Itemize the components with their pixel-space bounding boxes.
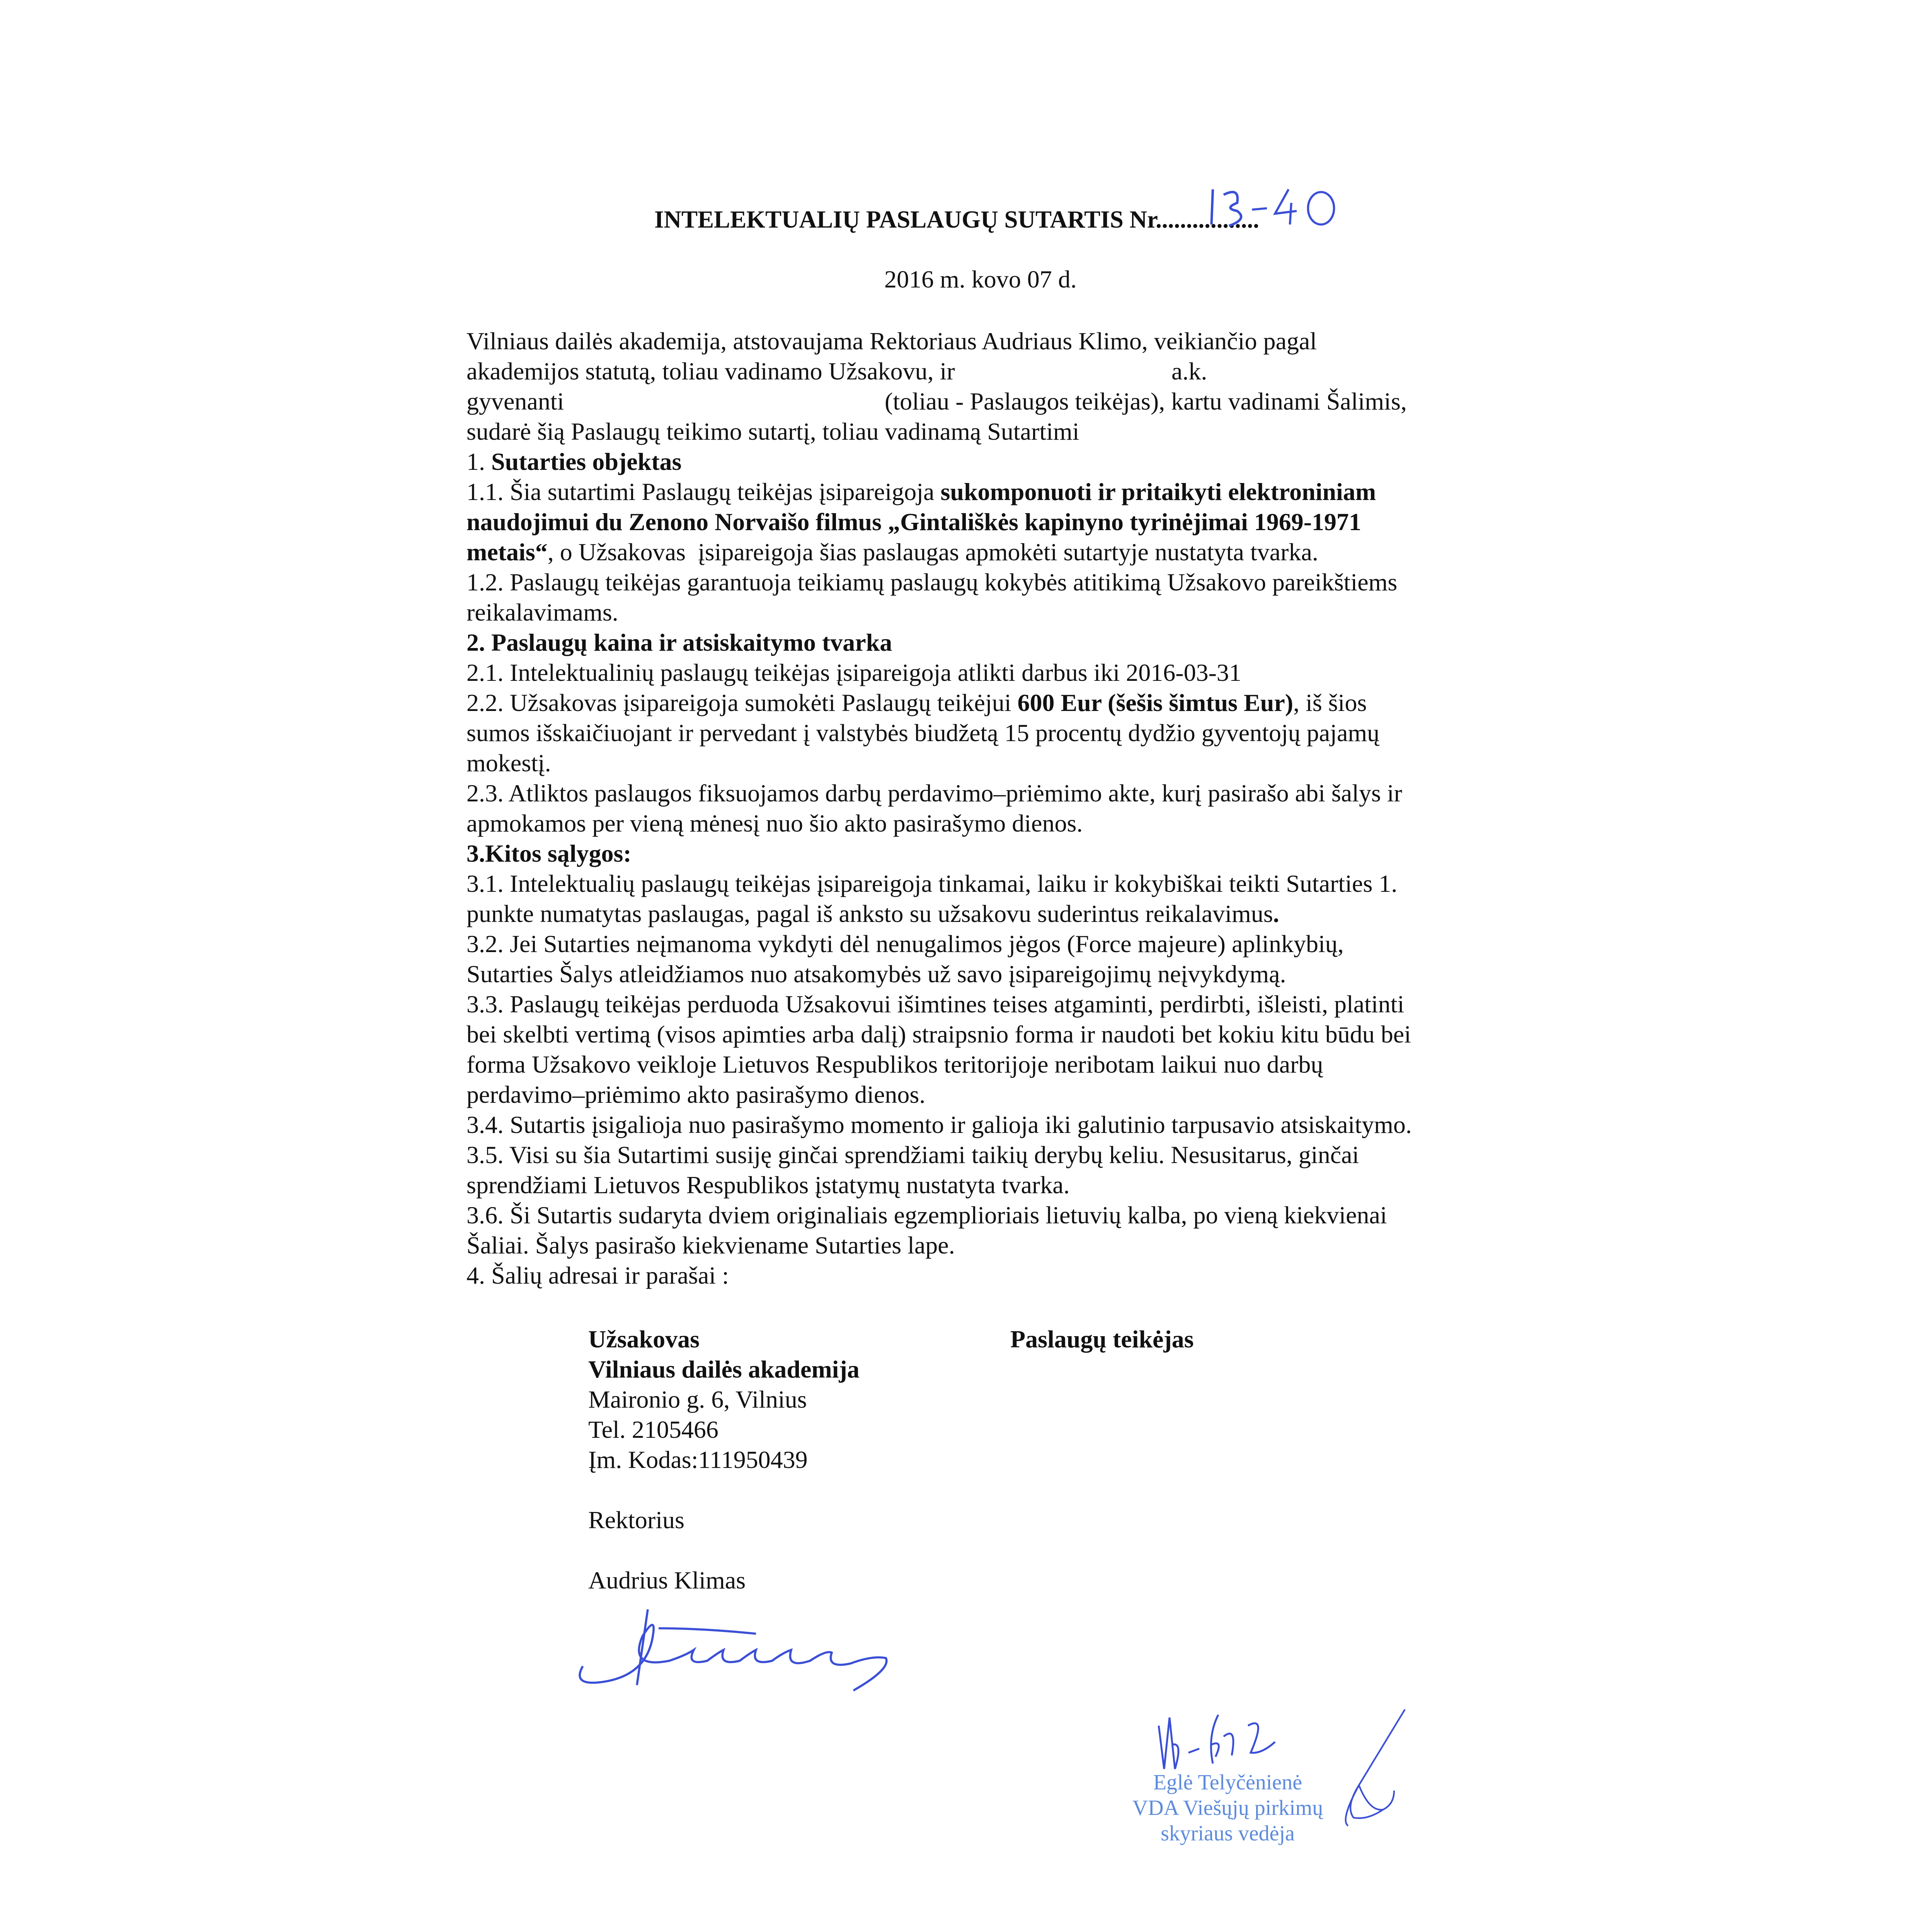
- clause-line: [466, 688, 1412, 718]
- contract-body: [466, 326, 1412, 1291]
- text-segment: sumos išskaičiuojant ir pervedant į valstybės biudžetą 15 procentų dydžio gyventojų pajamų: [466, 719, 1380, 747]
- clause-line: [466, 748, 1412, 778]
- intro-text: (toliau - Paslaugos teikėjas), kartu vadinami Šalimis,: [885, 388, 1407, 415]
- clause-line: [466, 628, 1412, 658]
- text-segment: apmokamos per vieną mėnesį nuo šio akto pasirašymo dienos.: [466, 810, 1083, 837]
- clause-line: [466, 1260, 1412, 1291]
- handwritten-registration-number: [1153, 1709, 1316, 1772]
- text-segment: forma Užsakovo veikloje Lietuvos Respublikos teritorijoje neribotam laikui nuo darbų: [466, 1051, 1323, 1078]
- text-segment: 3.2. Jei Sutarties neįmanoma vykdyti dėl nenugalimos jėgos (Force majeure) aplinkybių,: [466, 930, 1344, 957]
- bold-text-segment: metais“: [466, 538, 548, 566]
- intro-text: akademijos statutą, toliau vadinamo Užsakovu, ir: [466, 357, 955, 385]
- clause-line: [466, 1049, 1412, 1080]
- text-segment: 1.: [466, 448, 491, 475]
- text-segment: 4. Šalių adresai ir parašai :: [466, 1262, 729, 1289]
- clause-line: [466, 477, 1412, 507]
- text-segment: 1.1. Šia sutartimi Paslaugų teikėjas įsipareigoja: [466, 478, 941, 505]
- clause-line: [466, 597, 1412, 628]
- bold-text-segment: 3.Kitos sąlygos:: [466, 840, 632, 867]
- stamp-position: skyriaus vedėja: [1161, 1821, 1295, 1845]
- intro-line: Vilniaus dailės akademija, atstovaujama Rektoriaus Audriaus Klimo, veikiančio pagal: [466, 327, 1317, 355]
- clause-line: [466, 567, 1412, 597]
- text-segment: 3.5. Visi su šia Sutartimi susiję ginčai sprendžiami taikių derybų keliu. Nesusitarus, ginčai: [466, 1141, 1359, 1168]
- clause-line: [466, 507, 1412, 537]
- text-segment: 2.3. Atliktos paslaugos fiksuojamos darbų perdavimo–priėmimo akte, kurį pasirašo abi šalys ir: [466, 779, 1402, 807]
- clause-line: [466, 1019, 1412, 1049]
- clause-line: [466, 1230, 1412, 1260]
- client-address: Maironio g. 6, Vilnius: [588, 1386, 807, 1413]
- text-segment: 3.3. Paslaugų teikėjas perduoda Užsakovui išimtines teises atgaminti, perdirbti, išleisti, platinti: [466, 990, 1405, 1018]
- bold-text-segment: sukomponuoti ir pritaikyti elektroniniam: [940, 478, 1376, 505]
- clause-line: [466, 1170, 1412, 1200]
- bold-text-segment: 2. Paslaugų kaina ir atsiskaitymo tvarka: [466, 629, 892, 656]
- text-segment: 3.6. Ši Sutartis sudaryta dviem originaliais egzemplioriais lietuvių kalba, po vieną kiekvienai: [466, 1201, 1387, 1229]
- clause-line: [466, 808, 1412, 838]
- client-code: Įm. Kodas:111950439: [588, 1446, 808, 1473]
- bold-text-segment: .: [1273, 900, 1279, 927]
- provider-heading: Paslaugų teikėjas: [1010, 1325, 1194, 1353]
- text-segment: Sutarties Šalys atleidžiamos nuo atsakomybės už savo įsipareigojimų neįvykdymą.: [466, 960, 1286, 988]
- client-signer-position: Rektorius: [588, 1506, 684, 1534]
- stamp-name: Eglė Telyčėnienė: [1153, 1770, 1302, 1794]
- bold-text-segment: Sutarties objektas: [491, 448, 682, 475]
- text-segment: bei skelbti vertimą (visos apimties arba dalį) straipsnio forma ir naudoti bet kokiu kitu būdu bei: [466, 1020, 1411, 1048]
- text-segment: punkte numatytas paslaugas, pagal iš anksto su užsakovu suderintus reikalavimus: [466, 900, 1273, 927]
- handwritten-contract-number: [1207, 179, 1348, 233]
- clause-line: [466, 447, 1412, 477]
- text-segment: 1.2. Paslaugų teikėjas garantuoja teikiamų paslaugų kokybės atitikimą Užsakovo pareikštiems: [466, 568, 1398, 596]
- rector-signature: [567, 1604, 918, 1701]
- stamp-department: VDA Viešųjų pirkimų: [1132, 1796, 1323, 1820]
- clause-line: [466, 1110, 1412, 1140]
- client-name: Vilniaus dailės akademija: [588, 1355, 860, 1383]
- text-segment: , o Užsakovas įsipareigoja šias paslaugas apmokėti sutartyje nustatyta tvarka.: [547, 538, 1318, 566]
- clause-line: [466, 959, 1412, 989]
- clause-line: [466, 778, 1412, 808]
- text-segment: sprendžiami Lietuvos Respublikos įstatymų nustatyta tvarka.: [466, 1171, 1070, 1199]
- text-segment: 2.2. Užsakovas įsipareigoja sumokėti Paslaugų teikėjui: [466, 689, 1018, 716]
- text-segment: 3.4. Sutartis įsigalioja nuo pasirašymo momento ir galioja iki galutinio tarpusavio atsiskaitymo.: [466, 1111, 1412, 1138]
- bold-text-segment: 600 Eur (šešis šimtus Eur): [1017, 689, 1294, 716]
- intro-line: [466, 386, 1412, 417]
- bold-text-segment: naudojimui du Zenono Norvaišo filmus „Gintališkės kapinyno tyrinėjimai 1969-1971: [466, 508, 1362, 536]
- clause-line: [466, 1080, 1412, 1110]
- clause-line: [466, 838, 1412, 869]
- text-segment: mokestį.: [466, 749, 551, 777]
- contract-title: INTELEKTUALIŲ PASLAUGŲ SUTARTIS Nr.................: [654, 206, 1259, 233]
- client-heading: Užsakovas: [588, 1325, 700, 1353]
- residence-label: gyvenanti: [466, 388, 564, 415]
- contract-date: 2016 m. kovo 07 d.: [884, 265, 1077, 293]
- clause-line: [466, 1200, 1412, 1230]
- clauses: [466, 447, 1412, 1291]
- clause-line: [466, 899, 1412, 929]
- intro-line: sudarė šią Paslaugų teikimo sutartį, toliau vadinamą Sutartimi: [466, 418, 1079, 445]
- personal-code-label: a.k.: [1171, 357, 1207, 385]
- approval-stamp: [1099, 1770, 1356, 1846]
- text-segment: 3.1. Intelektualių paslaugų teikėjas įsipareigoja tinkamai, laiku ir kokybiškai teikti Sutarties 1.: [466, 870, 1398, 897]
- text-segment: reikalavimams.: [466, 599, 618, 626]
- clause-line: [466, 929, 1412, 959]
- clause-line: [466, 869, 1412, 899]
- clause-line: [466, 1140, 1412, 1170]
- client-phone: Tel. 2105466: [588, 1416, 718, 1443]
- text-segment: Šaliai. Šalys pasirašo kiekviename Sutarties lape.: [466, 1231, 955, 1259]
- text-segment: , iš šios: [1293, 689, 1367, 716]
- clause-line: [466, 989, 1412, 1019]
- clause-line: [466, 658, 1412, 688]
- client-details: [588, 1324, 860, 1595]
- text-segment: perdavimo–priėmimo akto pasirašymo dienos.: [466, 1081, 926, 1108]
- clause-line: [466, 537, 1412, 567]
- intro-line: [466, 356, 1412, 386]
- client-signer-name: Audrius Klimas: [588, 1566, 746, 1594]
- text-segment: 2.1. Intelektualinių paslaugų teikėjas įsipareigoja atlikti darbus iki 2016-03-31: [466, 659, 1241, 686]
- clause-line: [466, 718, 1412, 748]
